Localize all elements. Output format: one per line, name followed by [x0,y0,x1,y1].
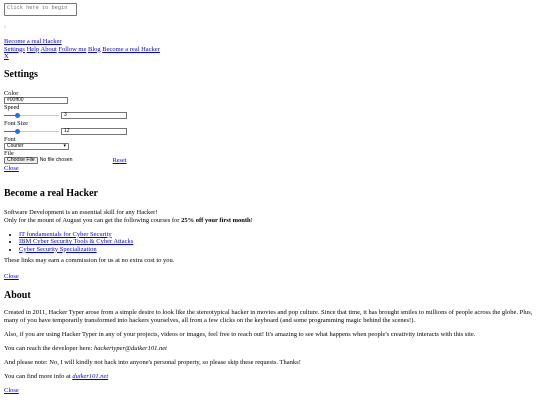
nav-settings[interactable]: Settings [4,45,25,53]
hacker-close-link[interactable]: Close [4,273,19,281]
about-para-note: And please note: No, I will kindly not hack into anyone's personal property, so please skip these requests. Thanks! [4,359,301,366]
banner-link[interactable]: Become a real Hacker [4,38,62,45]
speed-label: Speed [4,103,20,111]
nav-links [4,46,160,54]
about-close-link[interactable]: Close [4,387,19,395]
course-list [4,231,534,254]
about-title: About [4,290,31,301]
about-section [4,290,534,395]
reset-link[interactable]: Reset [112,156,127,164]
close-x-link[interactable]: X [4,53,9,60]
nav-help[interactable]: Help [26,45,40,53]
nav-become-hacker[interactable]: Become a real Hacker [102,45,160,53]
choose-file-button[interactable]: Choose File [4,157,38,164]
hacker-title: Become a real Hacker [4,188,98,199]
hacker-section [4,188,534,282]
speed-number[interactable]: 3 [61,112,127,119]
settings-close-link[interactable]: Close [4,164,19,172]
list-item [19,246,534,254]
font-select[interactable] [4,143,69,150]
chevron-down-icon: ▾ [63,142,66,149]
developer-email: hackertyper@duiker101.net [93,344,167,352]
course-link-ibm-tools[interactable]: IBM Cyber Security Tools & Cyber Attacks [19,238,134,246]
about-para-history: Created in 2011, Hacker Typer arose from a simple desire to look like the stereotypical hacker in movies and pop culture. Since that time, it has brought smiles to millions of people across the globe. Plus, many of you have temporarily transformed into hackers yourselves, all from a few clicks on the keyboard (and some programming magic behind the scenes!). [4,308,533,324]
nav-about[interactable]: About [40,45,57,53]
about-para-contact: You can reach the developer here: hackertyper@duiker101.net [4,344,167,352]
help-marker: ? [4,25,6,30]
nav-blog[interactable]: Blog [88,45,101,53]
commission-note: These links may earn a commission for us at no extra cost to you. [4,257,175,265]
site-link[interactable]: duiker101.net [72,373,109,381]
course-link-it-fundamentals[interactable]: IT fundamentals for Cyber Security [19,230,112,238]
console-input[interactable] [4,3,77,16]
font-size-label: Font Size [4,119,28,127]
settings-section [4,69,534,173]
about-para-usage: Also, if you are using Hacker Typer in any of your projects, videos or images, feel free to reach out! It's amazing to see what happens when people's creativity interacts with this site. [4,330,476,338]
font-size-number[interactable]: 12 [61,128,127,135]
nav-follow-me[interactable]: Follow me [58,45,87,53]
hacker-offer: Only for the mount of August you can get the following courses for 25% off your first month! [4,216,253,224]
list-item [19,231,534,239]
color-label: Color [4,89,19,97]
file-label: File [4,149,14,157]
file-status: No file chosen [39,157,73,164]
speed-slider[interactable] [4,112,59,118]
hacker-intro: Software Development is an essential skill for any Hacker! [4,208,158,216]
about-para-info: You can find more info at duiker101.net [4,373,109,381]
list-item [19,238,534,246]
font-label: Font [4,135,16,143]
course-link-specialization[interactable]: Cyber Security Specialization [19,245,97,253]
settings-title: Settings [4,69,38,80]
font-size-slider[interactable] [4,128,59,134]
font-select-value: Courier [7,142,24,149]
top-links [4,38,160,61]
color-input[interactable]: #00ff00 [4,97,68,104]
